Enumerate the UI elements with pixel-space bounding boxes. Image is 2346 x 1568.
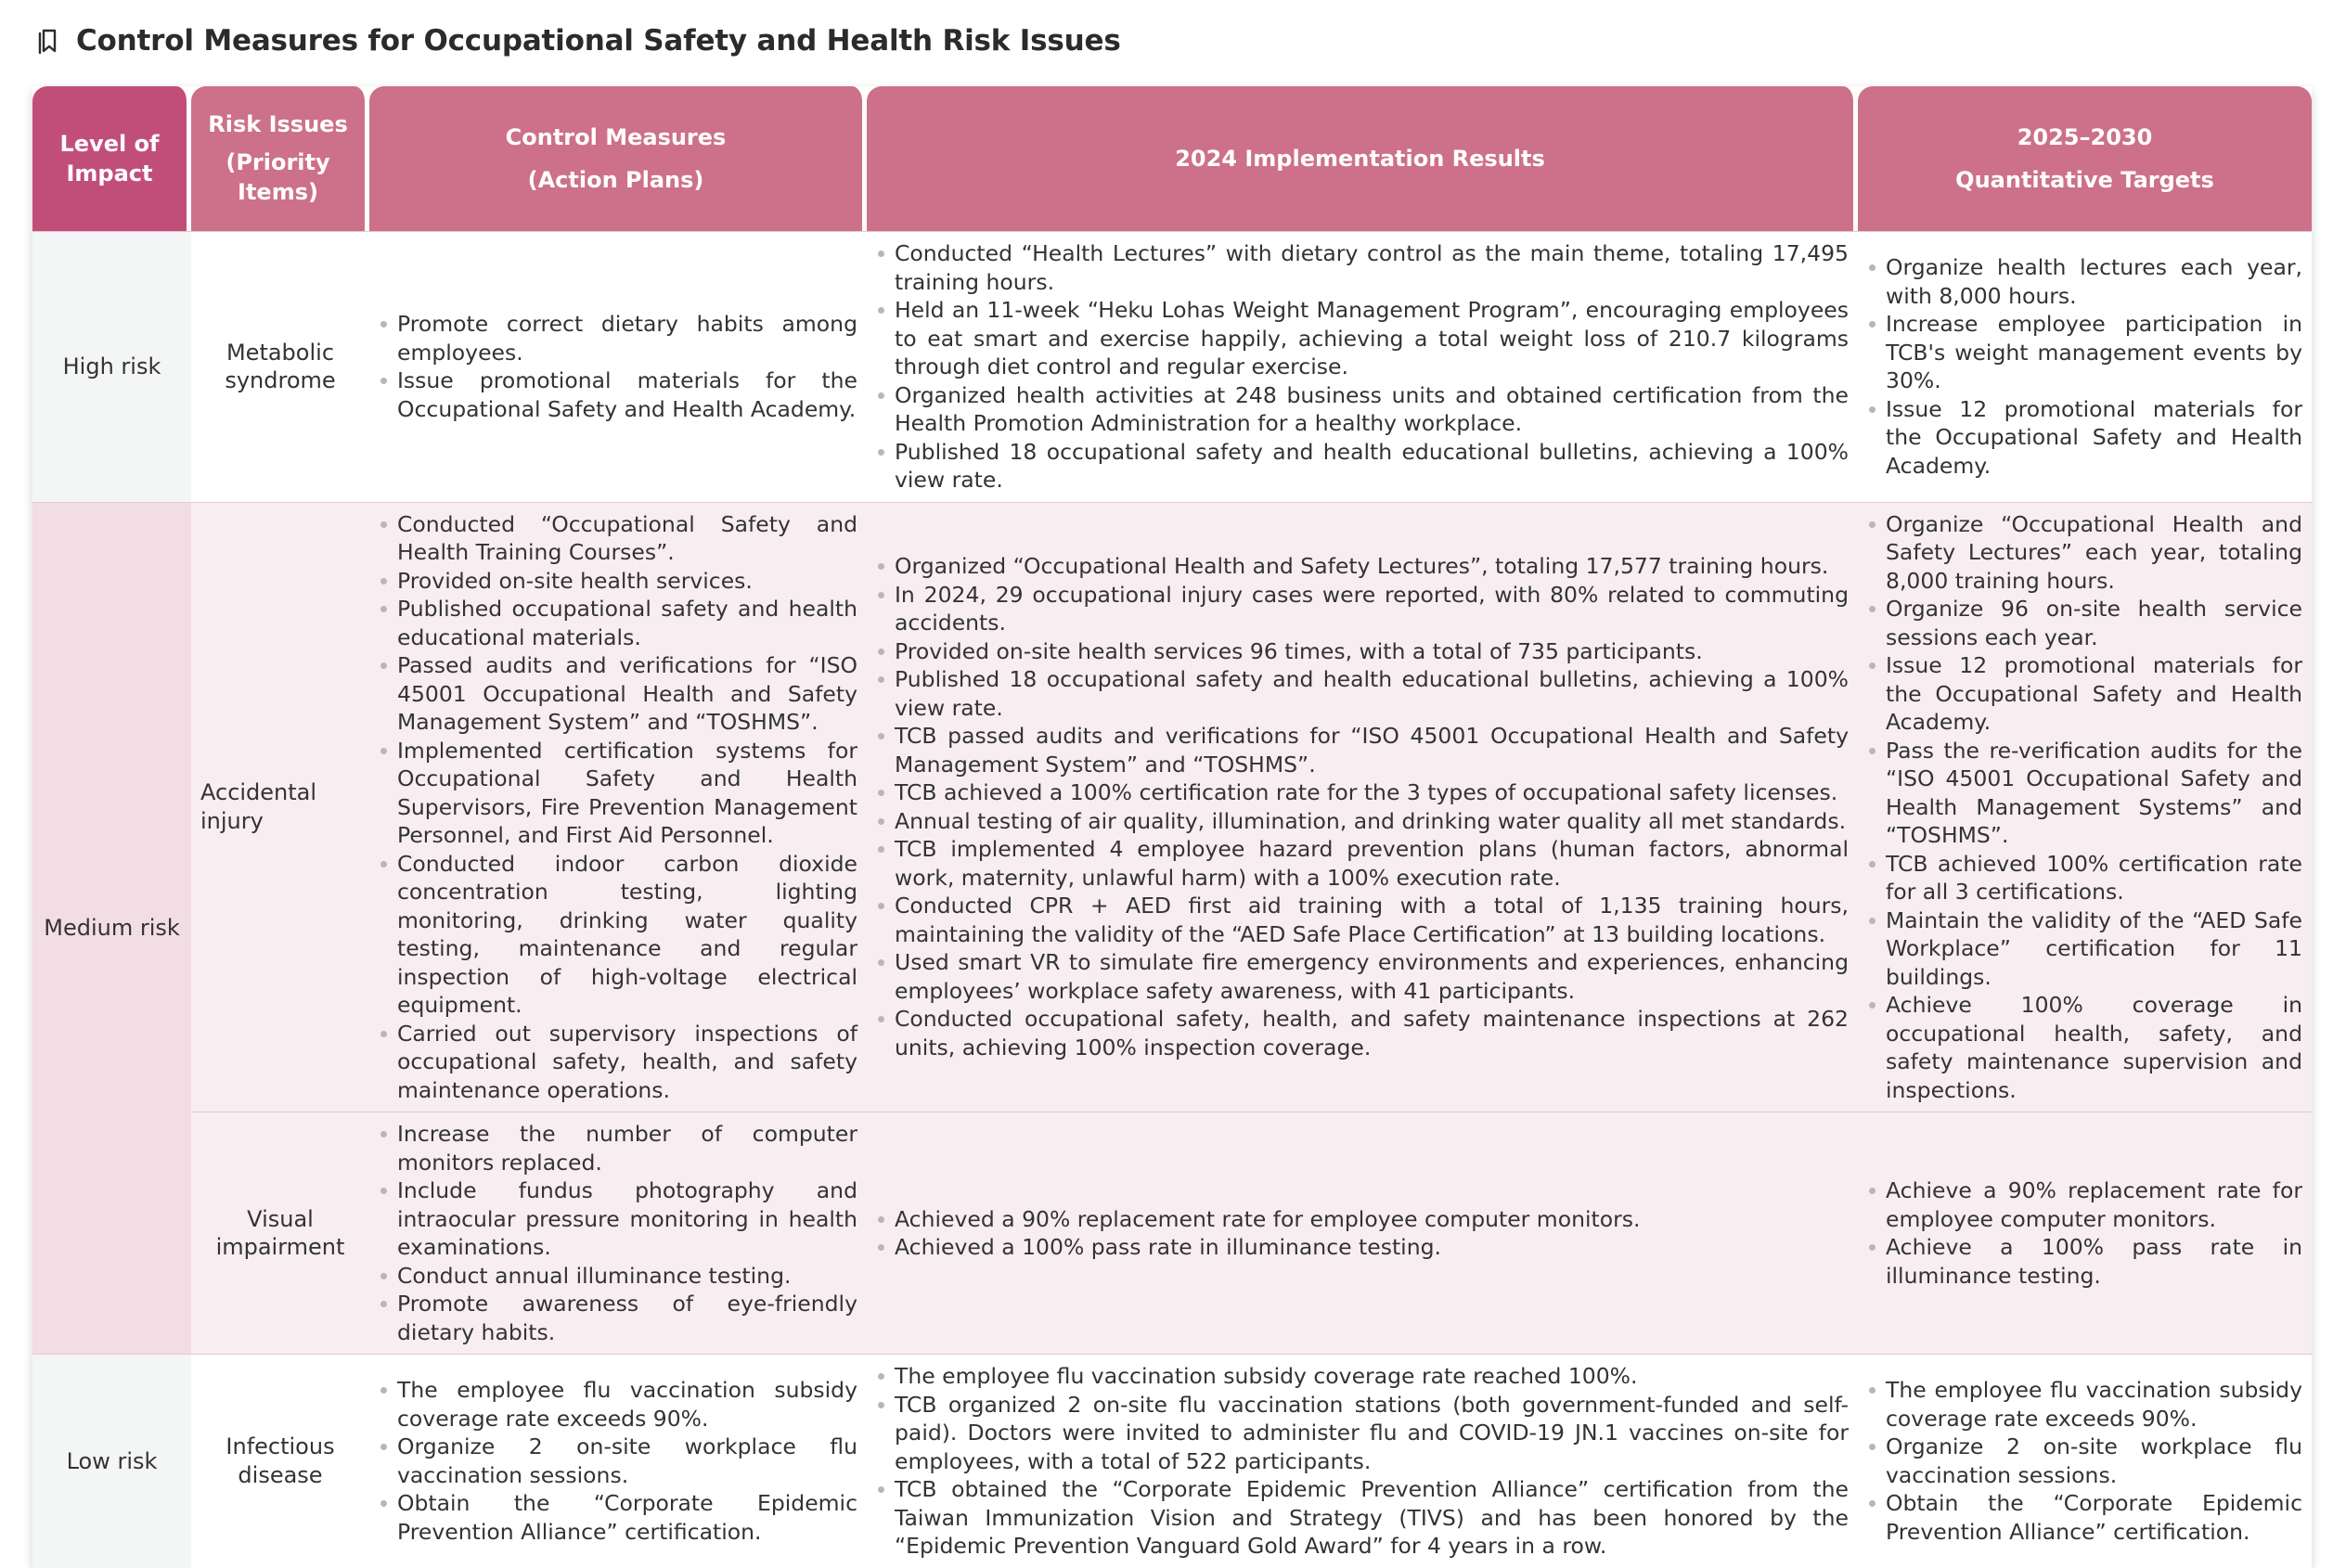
targets-cell-metabolic [1858, 231, 2312, 502]
list-item: Held an 11-week “Heku Lohas Weight Management Program”, encouraging employees to eat smart and exercise happily, achieving a total weight loss of 210.7 kilograms through diet control and regular exercise. [876, 296, 1849, 381]
issue-cell-accidental: Accidental injury [191, 502, 369, 1112]
targets-cell-infectious [1858, 1354, 2312, 1568]
bullet-list [379, 510, 857, 1105]
list-item: Increase the number of computer monitors replaced. [379, 1120, 857, 1176]
list-item: The employee flu vaccination subsidy coverage rate exceeds 90%. [379, 1376, 857, 1433]
bullet-list [379, 1376, 857, 1546]
header-implementation-results [867, 86, 1858, 231]
bookmark-icon [35, 27, 59, 55]
list-item: Organize “Occupational Health and Safety Lectures” each year, totaling 8,000 training hours. [1867, 510, 2302, 596]
list-item: Provided on-site health services 96 times, with a total of 735 participants. [876, 637, 1849, 666]
impact-cell-high: High risk [32, 231, 191, 502]
list-item: Achieved a 100% pass rate in illuminance testing. [876, 1233, 1849, 1262]
table-row-high-risk [32, 231, 2312, 502]
page-title: Control Measures for Occupational Safety and Health Risk Issues [76, 24, 1121, 58]
list-item: Conducted occupational safety, health, and safety maintenance inspections at 262 units, achieving 100% inspection coverage. [876, 1005, 1849, 1061]
list-item: Conducted “Health Lectures” with dietary control as the main theme, totaling 17,495 training hours. [876, 239, 1849, 296]
bullet-list [876, 239, 1849, 495]
list-item: Pass the re-verification audits for the “ISO 45001 Occupational Safety and Health Management Systems” and “TOSHMS”. [1867, 737, 2302, 850]
list-item: Passed audits and verifications for “ISO 45001 Occupational Health and Safety Management System” and “TOSHMS”. [379, 651, 857, 737]
header-targets-line1: 2025–2030 [2017, 123, 2153, 150]
list-item: TCB achieved 100% certification rate for all 3 certifications. [1867, 850, 2302, 906]
list-item: Used smart VR to simulate fire emergency environments and experiences, enhancing employees’ workplace safety awareness, with 41 participants. [876, 948, 1849, 1005]
header-control-measures [369, 86, 867, 231]
list-item: Organize 2 on-site workplace flu vaccination sessions. [1867, 1433, 2302, 1489]
list-item: Obtain the “Corporate Epidemic Prevention Alliance” certification. [379, 1489, 857, 1546]
bullet-list [876, 1205, 1849, 1262]
targets-cell-visual [1858, 1112, 2312, 1354]
list-item: Published 18 occupational safety and health educational bulletins, achieving a 100% view rate. [876, 665, 1849, 722]
list-item: Maintain the validity of the “AED Safe Workplace” certification for 11 buildings. [1867, 906, 2302, 992]
list-item: Provided on-site health services. [379, 567, 857, 596]
list-item: Conducted “Occupational Safety and Health Training Courses”. [379, 510, 857, 567]
list-item: Carried out supervisory inspections of occupational safety, health, and safety maintenance operations. [379, 1020, 857, 1105]
list-item: Conducted CPR + AED first aid training with a total of 1,135 training hours, maintaining the validity of the “AED Safe Place Certification” at 13 building locations. [876, 892, 1849, 948]
bullet-list [1867, 1376, 2302, 1546]
bullet-list [876, 552, 1849, 1061]
header-level-of-impact [32, 86, 191, 231]
list-item: Conduct annual illuminance testing. [379, 1262, 857, 1291]
table-row-medium-risk-accidental [32, 502, 2312, 1112]
list-item: Issue 12 promotional materials for the Occupational Safety and Health Academy. [1867, 395, 2302, 481]
bullet-list [1867, 253, 2302, 480]
header-results-label: 2024 Implementation Results [1175, 145, 1545, 172]
bullet-list [1867, 510, 2302, 1105]
list-item: TCB passed audits and verifications for “ISO 45001 Occupational Health and Safety Management System” and “TOSHMS”. [876, 722, 1849, 778]
measures-cell-metabolic [369, 231, 867, 502]
list-item: Achieve a 100% pass rate in illuminance testing. [1867, 1233, 2302, 1290]
list-item: Obtain the “Corporate Epidemic Prevention Alliance” certification. [1867, 1489, 2302, 1546]
results-cell-accidental [867, 502, 1858, 1112]
list-item: TCB obtained the “Corporate Epidemic Prevention Alliance” certification from the Taiwan Immunization Vision and Strategy (TIVS) and has been honored by the “Epidemic Prevention Vanguard Gold Award” for 4 years in a row. [876, 1475, 1849, 1561]
issue-cell-metabolic: Metabolic syndrome [191, 231, 369, 502]
table-row-medium-risk-visual [32, 1112, 2312, 1354]
header-measures-line2: (Action Plans) [527, 167, 704, 193]
list-item: The employee flu vaccination subsidy coverage rate reached 100%. [876, 1362, 1849, 1391]
list-item: TCB organized 2 on-site flu vaccination stations (both government-funded and self-paid). Doctors were invited to administer flu and COVID-19 JN.1 vaccines on-site for employees, with a total of 522 participants. [876, 1391, 1849, 1476]
list-item: Organize 2 on-site workplace flu vaccination sessions. [379, 1433, 857, 1489]
list-item: TCB achieved a 100% certification rate for the 3 types of occupational safety licenses. [876, 778, 1849, 807]
header-impact-label: Level of Impact [59, 130, 160, 186]
list-item: Published occupational safety and health educational materials. [379, 595, 857, 651]
list-item: Conducted indoor carbon dioxide concentration testing, lighting monitoring, drinking water quality testing, maintenance and regular inspection of high-voltage electrical equipment. [379, 850, 857, 1020]
risk-control-table-container [32, 86, 2312, 1568]
list-item: Achieve a 90% replacement rate for employee computer monitors. [1867, 1176, 2302, 1233]
header-targets-line2: Quantitative Targets [1955, 167, 2214, 193]
issue-cell-visual: Visual impairment [191, 1112, 369, 1354]
risk-control-table [32, 86, 2312, 1568]
bullet-list [876, 1362, 1849, 1561]
list-item: TCB implemented 4 employee hazard prevention plans (human factors, abnormal work, maternity, unlawful harm) with a 100% execution rate. [876, 835, 1849, 892]
bullet-list [1867, 1176, 2302, 1290]
list-item: Organized health activities at 248 business units and obtained certification from the Health Promotion Administration for a healthy workplace. [876, 381, 1849, 438]
list-item: In 2024, 29 occupational injury cases were reported, with 80% related to commuting accidents. [876, 581, 1849, 637]
header-quantitative-targets [1858, 86, 2312, 231]
title-bar [35, 19, 1121, 63]
list-item: Annual testing of air quality, illumination, and drinking water quality all met standards. [876, 807, 1849, 836]
header-issues-line1: Risk Issues [208, 111, 348, 138]
table-row-low-risk [32, 1354, 2312, 1568]
issue-cell-infectious: Infectious disease [191, 1354, 369, 1568]
header-issues-line2: (Priority Items) [226, 148, 330, 206]
list-item: Achieved a 90% replacement rate for employee computer monitors. [876, 1205, 1849, 1234]
list-item: Implemented certification systems for Occupational Safety and Health Supervisors, Fire Prevention Management Personnel, and First Aid Personnel. [379, 737, 857, 850]
list-item: Include fundus photography and intraocular pressure monitoring in health examinations. [379, 1176, 857, 1262]
list-item: Organize 96 on-site health service sessions each year. [1867, 595, 2302, 651]
measures-cell-visual [369, 1112, 867, 1354]
impact-cell-medium: Medium risk [32, 502, 191, 1355]
measures-cell-accidental [369, 502, 867, 1112]
results-cell-infectious [867, 1354, 1858, 1568]
bullet-list [379, 1120, 857, 1346]
list-item: Promote awareness of eye-friendly dietary habits. [379, 1290, 857, 1346]
header-measures-line1: Control Measures [505, 123, 727, 150]
measures-cell-infectious [369, 1354, 867, 1568]
impact-cell-low: Low risk [32, 1354, 191, 1568]
list-item: Issue promotional materials for the Occupational Safety and Health Academy. [379, 366, 857, 423]
list-item: Organized “Occupational Health and Safety Lectures”, totaling 17,577 training hours. [876, 552, 1849, 581]
list-item: Promote correct dietary habits among employees. [379, 310, 857, 366]
list-item: The employee flu vaccination subsidy coverage rate exceeds 90%. [1867, 1376, 2302, 1433]
bullet-list [379, 310, 857, 423]
list-item: Published 18 occupational safety and health educational bulletins, achieving a 100% view rate. [876, 438, 1849, 495]
header-row [32, 86, 2312, 231]
list-item: Organize health lectures each year, with 8,000 hours. [1867, 253, 2302, 310]
results-cell-metabolic [867, 231, 1858, 502]
list-item: Achieve 100% coverage in occupational health, safety, and safety maintenance supervision and inspections. [1867, 991, 2302, 1104]
targets-cell-accidental [1858, 502, 2312, 1112]
list-item: Increase employee participation in TCB's weight management events by 30%. [1867, 310, 2302, 395]
header-risk-issues [191, 86, 369, 231]
results-cell-visual [867, 1112, 1858, 1354]
list-item: Issue 12 promotional materials for the Occupational Safety and Health Academy. [1867, 651, 2302, 737]
